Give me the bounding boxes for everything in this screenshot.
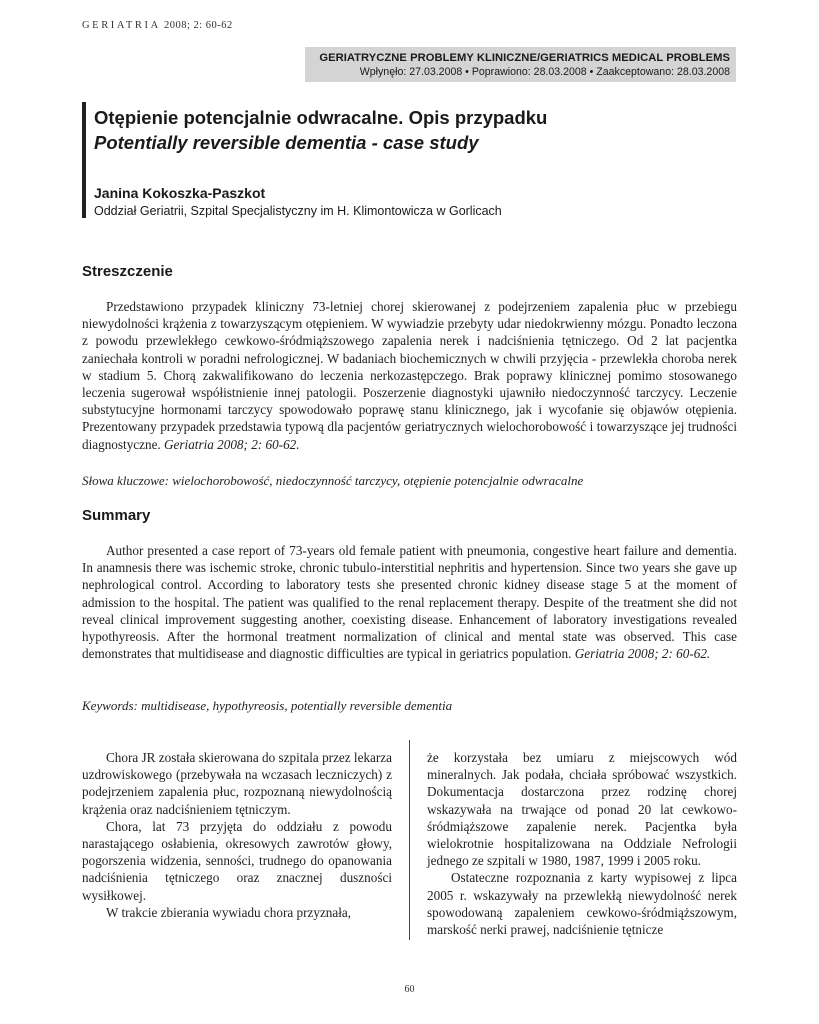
title-accent-bar bbox=[82, 102, 86, 218]
summary-heading: Summary bbox=[82, 507, 151, 524]
article-title-polish: Otępienie potencjalnie odwracalne. Opis przypadku bbox=[94, 107, 548, 128]
body-paragraph: Chora JR została skierowana do szpitala przez lekarza uzdrowiskowego (przebywała na wczasach leczniczych) z podejrzeniem zapalenia płuc, rozpoznaną niewydolnością krążenia oraz nadciśnieniem tętniczym. bbox=[82, 750, 392, 817]
page-number: 60 bbox=[404, 984, 415, 995]
author-affiliation: Oddział Geriatrii, Szpital Specjalistyczny im H. Klimontowicza w Gorlicach bbox=[94, 204, 502, 218]
section-title: GERIATRYCZNE PROBLEMY KLINICZNE/GERIATRICS MEDICAL PROBLEMS bbox=[319, 52, 730, 64]
column-divider bbox=[409, 740, 410, 940]
summary-text bbox=[82, 542, 737, 662]
body-right-column bbox=[427, 749, 737, 938]
body-paragraph: że korzystała bez umiaru z miejscowych wód mineralnych. Jak podała, chciała spróbować wszystkich. Dokumentacja dostarczona przez rodzinę chorej wskazywała na trwające od ponad 20 lat cewkowo-śródmiąższowe zapalenie nerek. Pacjentka była wielokrotnie hospitalizowana na Oddziale Nefrologii jednego ze szpitali w 1980, 1987, 1999 i 2005 roku. bbox=[427, 750, 737, 869]
section-banner bbox=[305, 47, 736, 82]
streszczenie-body: Przedstawiono przypadek kliniczny 73-letniej chorej skierowanej z podejrzeniem zapalenia płuc w przebiegu niewydolności krążenia z towarzyszącym otępieniem. W wywiadzie przebyty udar niedokrwienny mózgu. Ponadto leczona z powodu przewlekłego cewkowo-śródmiąższowego zapalenia nerek i nadciśnienia tętniczego. Od 2 lat pacjentka zaniechała kontroli w poradni nefrologicznej. W badaniach biochemicznych w chwili przyjęcia - przewlekła choroba nerek w stadium 5. Chorą zakwalifikowano do leczenia nerkozastępczego. Brak poprawy klinicznej pomimo stosowanego leczenia sugerował współistnienie innej patologii. Poszerzenie diagnostyki ujawniło niedoczynność tarczycy. Leczenie substytucyjne hormonami tarczycy spowodowało poprawę stanu klinicznego, jak i wycofanie się objawów otępienia. Prezentowany przypadek przedstawia typową dla pacjentów geriatrycznych wielochorobowość i towarzyszące jej trudności diagnostyczne. bbox=[82, 299, 737, 452]
streszczenie-heading: Streszczenie bbox=[82, 263, 173, 280]
streszczenie-citation: Geriatria 2008; 2: 60-62. bbox=[164, 436, 300, 452]
author-name: Janina Kokoszka-Paszkot bbox=[94, 185, 266, 201]
summary-keywords: Keywords: multidisease, hypothyreosis, potentially reversible dementia bbox=[82, 698, 453, 713]
body-paragraph: Ostateczne rozpoznania z karty wypisowej z lipca 2005 r. wskazywały na przewlekłą niewydolność nerek spowodowaną zapaleniem cewkowo-śródmiąższowym, marskość nerki prawej, nadciśnienie tętnicze bbox=[427, 870, 737, 938]
body-paragraph: Chora, lat 73 przyjęta do oddziału z powodu narastającego osłabienia, okresowych zawrotów głowy, pogorszenia widzenia, senności, trudnego do opanowania nadciśnienia tętniczego oraz znacznej duszności wysiłkowej. bbox=[82, 818, 392, 903]
journal-name: GERIATRIA bbox=[82, 20, 161, 31]
body-left-column bbox=[82, 749, 392, 921]
summary-citation: Geriatria 2008; 2: 60-62. bbox=[574, 646, 711, 662]
article-title-english: Potentially reversible dementia - case study bbox=[94, 132, 479, 153]
streszczenie-keywords: Słowa kluczowe: wielochorobowość, niedoczynność tarczycy, otępienie potencjalnie odwracalne bbox=[82, 473, 584, 488]
body-paragraph: W trakcie zbierania wywiadu chora przyznała, bbox=[106, 904, 352, 920]
summary-body: Author presented a case report of 73-years old female patient with pneumonia, congestive heart failure and dementia. In anamnesis there was ischemic stroke, chronic tubulo-interstitial nephritis and hypertension. Since two years she gave up nephrological control. According to laboratory tests she presented chronic kidney disease stage 5 at the moment of admission to the hospital. The patient was qualified to the renal replacement therapy. Despite of the treatment she did not reveal clinical improvement suggesting another, coexisting disease. Enhancement of laboratory investigations revealed hypothyreosis. After the hormonal treatment normalization of clinical and mental state was observed. This case demonstrates that multidisease and diagnostic difficulties are typical in geriatrics population. bbox=[82, 543, 737, 662]
streszczenie-text bbox=[82, 298, 737, 453]
submission-dates: Wpłynęło: 27.03.2008 • Poprawiono: 28.03.2008 • Zaakceptowano: 28.03.2008 bbox=[359, 66, 730, 78]
journal-citation: 2008; 2: 60-62 bbox=[163, 20, 233, 31]
running-header bbox=[82, 20, 233, 31]
